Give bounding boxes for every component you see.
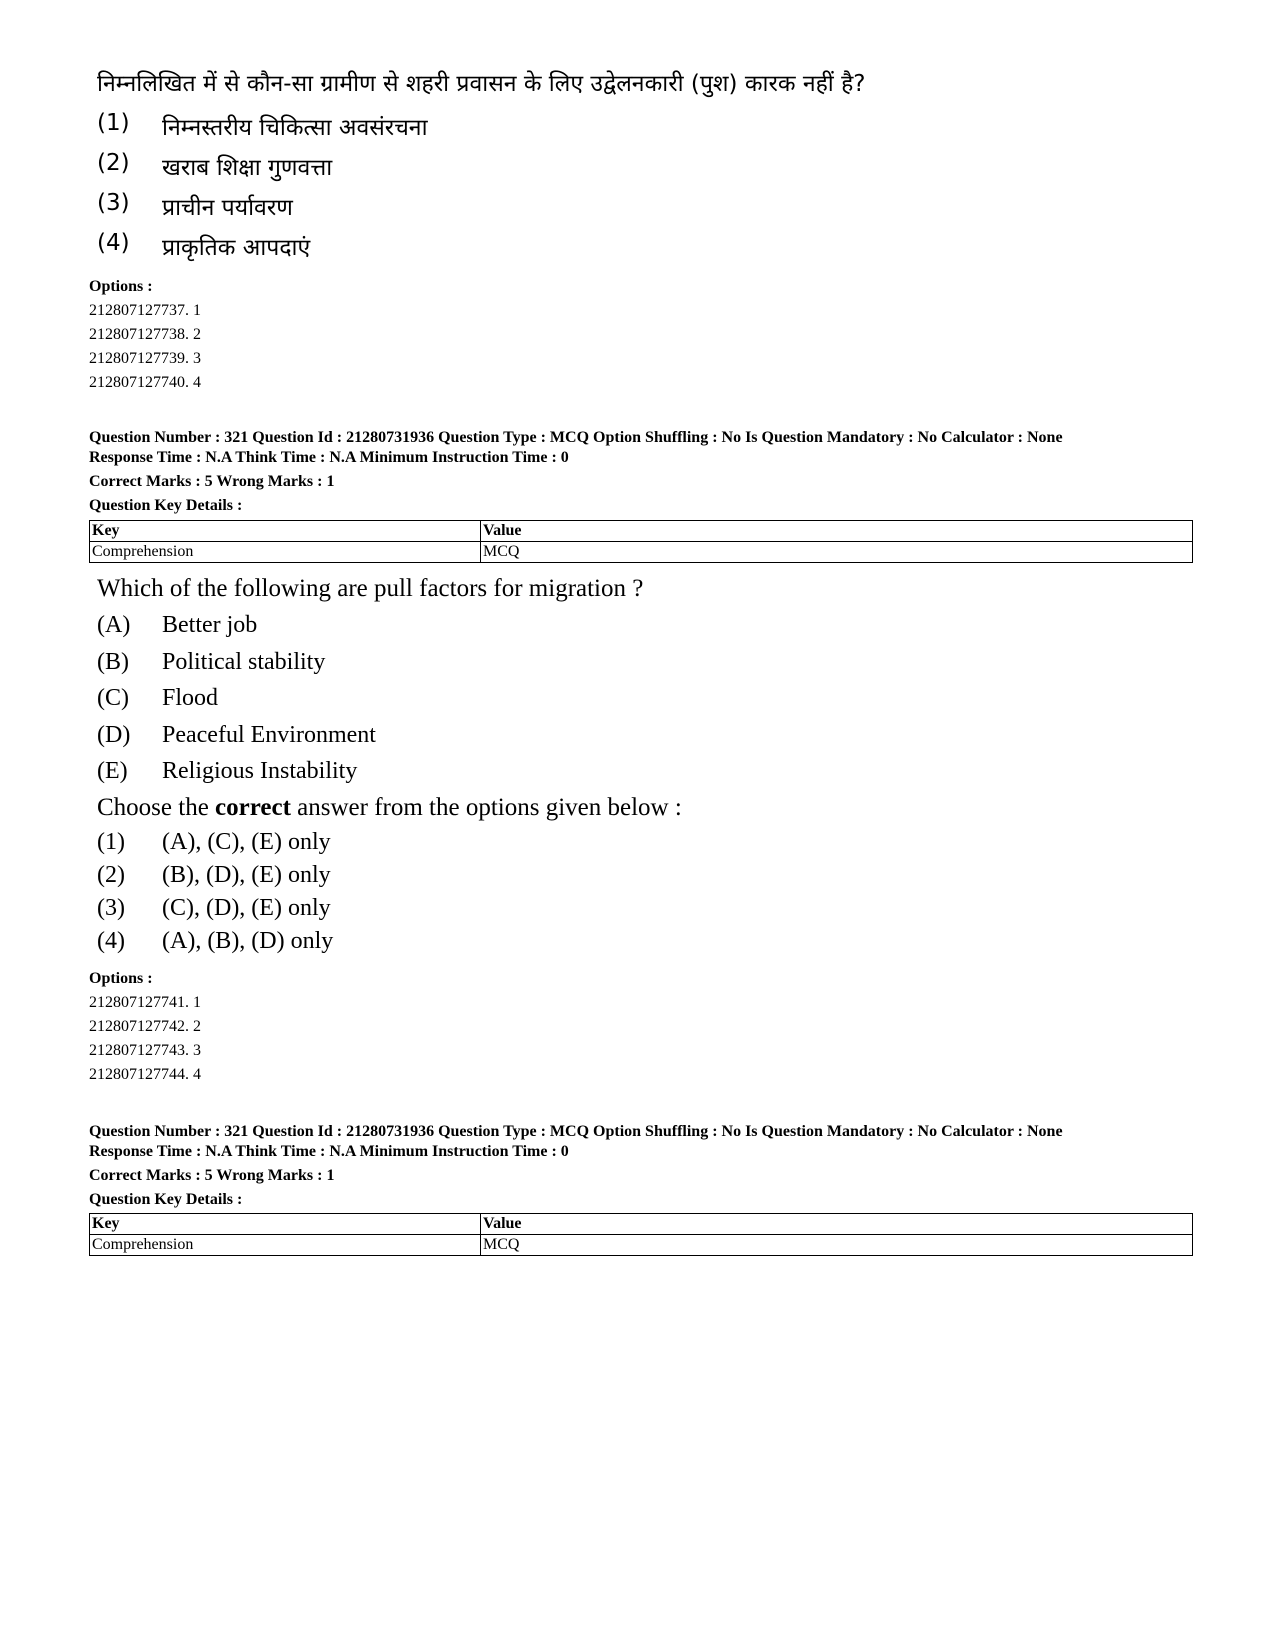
- instruction-text: answer from the options given below :: [290, 794, 682, 821]
- item-text: Religious Instability: [162, 758, 358, 784]
- table-header-key: Key: [90, 521, 481, 542]
- choice-text: (A), (C), (E) only: [162, 829, 331, 855]
- choice-number: (1): [97, 110, 130, 136]
- question-2-instruction: [97, 794, 682, 822]
- question-meta-line: Question Number : 321 Question Id : 21280731936 Question Type : MCQ Option Shuffling : No Is Question Mandatory : No Calculator : None: [89, 429, 1063, 446]
- option-id: 212807127744. 4: [89, 1066, 201, 1083]
- table-header-row: [90, 521, 1193, 542]
- key-details-label: Question Key Details :: [89, 1191, 243, 1208]
- table-row: [90, 542, 1193, 563]
- instruction-text: Choose the: [97, 794, 216, 821]
- option-id: 212807127741. 1: [89, 994, 201, 1011]
- table-cell-key: Comprehension: [90, 1235, 481, 1256]
- choice-number: (4): [97, 928, 125, 954]
- option-id: 212807127739. 3: [89, 350, 201, 367]
- item-label: (D): [97, 722, 131, 748]
- question-meta-line: Response Time : N.A Think Time : N.A Minimum Instruction Time : 0: [89, 449, 569, 466]
- item-label: (C): [97, 685, 129, 711]
- choice-number: (3): [97, 190, 130, 216]
- item-label: (E): [97, 758, 128, 784]
- choice-number: (1): [97, 829, 125, 855]
- choice-number: (2): [97, 862, 125, 888]
- question-2-text: Which of the following are pull factors for migration ?: [97, 575, 644, 602]
- choice-text: (C), (D), (E) only: [162, 895, 331, 921]
- question-1-text: निम्नलिखित में से कौन-सा ग्रामीण से शहरी प्रवासन के लिए उद्वेलनकारी (पुश) कारक नहीं है?: [97, 71, 866, 97]
- choice-text: निम्नस्तरीय चिकित्सा अवसंरचना: [162, 115, 428, 141]
- marks-line: Correct Marks : 5 Wrong Marks : 1: [89, 473, 335, 490]
- table-row: [90, 1235, 1193, 1256]
- table-header-row: [90, 1214, 1193, 1235]
- key-details-label: Question Key Details :: [89, 497, 243, 514]
- question-meta-line: Response Time : N.A Think Time : N.A Minimum Instruction Time : 0: [89, 1143, 569, 1160]
- marks-line: Correct Marks : 5 Wrong Marks : 1: [89, 1167, 335, 1184]
- table-cell-value: MCQ: [481, 542, 1193, 563]
- option-id: 212807127740. 4: [89, 374, 201, 391]
- table-header-value: Value: [481, 521, 1193, 542]
- table-header-key: Key: [90, 1214, 481, 1235]
- table-cell-key: Comprehension: [90, 542, 481, 563]
- option-id: 212807127737. 1: [89, 302, 201, 319]
- item-text: Peaceful Environment: [162, 722, 376, 748]
- choice-text: (B), (D), (E) only: [162, 862, 331, 888]
- question-key-table: [89, 1213, 1193, 1256]
- item-label: (A): [97, 612, 131, 638]
- option-id: 212807127738. 2: [89, 326, 201, 343]
- item-label: (B): [97, 649, 129, 675]
- options-label: Options :: [89, 970, 153, 987]
- choice-number: (4): [97, 230, 130, 256]
- options-label: Options :: [89, 278, 153, 295]
- option-id: 212807127742. 2: [89, 1018, 201, 1035]
- choice-text: खराब शिक्षा गुणवत्ता: [162, 155, 333, 181]
- instruction-emphasis: correct: [215, 794, 291, 821]
- choice-text: (A), (B), (D) only: [162, 928, 334, 954]
- table-header-value: Value: [481, 1214, 1193, 1235]
- item-text: Political stability: [162, 649, 326, 675]
- item-text: Flood: [162, 685, 219, 711]
- question-key-table: [89, 520, 1193, 563]
- choice-text: प्राचीन पर्यावरण: [162, 195, 293, 221]
- question-meta-line: Question Number : 321 Question Id : 21280731936 Question Type : MCQ Option Shuffling : No Is Question Mandatory : No Calculator : None: [89, 1123, 1063, 1140]
- choice-number: (2): [97, 150, 130, 176]
- table-cell-value: MCQ: [481, 1235, 1193, 1256]
- choice-text: प्राकृतिक आपदाएं: [162, 235, 311, 261]
- option-id: 212807127743. 3: [89, 1042, 201, 1059]
- item-text: Better job: [162, 612, 258, 638]
- choice-number: (3): [97, 895, 125, 921]
